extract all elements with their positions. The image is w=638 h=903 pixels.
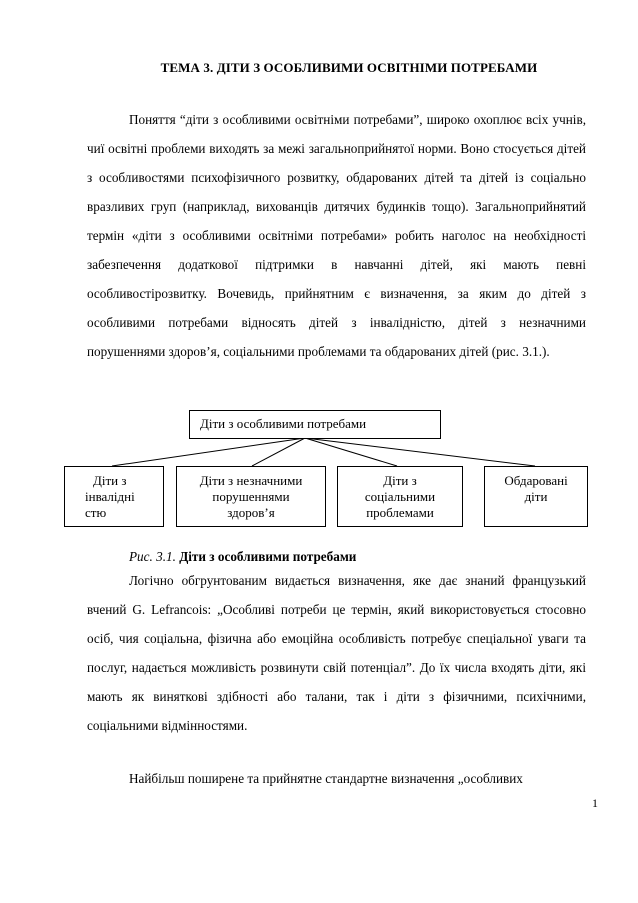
child-line: Діти з незначними (199, 473, 303, 488)
child-line: соціальними (364, 489, 436, 504)
child-line: Діти з (383, 473, 417, 488)
definition-paragraph: Логічно обгрунтованим видається визначення, яке дає знаний французький вчений G. Lefrancois: „Особливі потреби це термін, який використовується стосовно осіб, чия соціальна, фізична або емоційна особливість потребує спеціальної уваги та послуг, надається можливість розвинути свій потенціал”. До їх числа входять діти, які мають як виняткові здібності або талани, так і діти з фізичними, психічними, соціальними відмінностями. (87, 573, 586, 733)
child-line: здоров’я (227, 505, 275, 520)
caption-label: Рис. 3.1. (129, 549, 176, 564)
diagram-child-health (176, 466, 326, 527)
diagram-child-social (337, 466, 463, 527)
diagram-child-disability (64, 466, 164, 527)
connector-1 (112, 438, 305, 466)
continuation-paragraph: Найбільш поширене та прийнятне стандартне визначення „особливих (129, 771, 523, 786)
caption-title: Діти з особливими потребами (179, 549, 357, 564)
connector-3 (305, 438, 397, 466)
child-line: діти (524, 489, 548, 504)
diagram-root-box (189, 410, 441, 439)
diagram-child-gifted (484, 466, 588, 527)
child-line: інвалідні (85, 489, 135, 504)
connector-4 (305, 438, 535, 466)
child-line: стю (85, 505, 107, 520)
document-title: ТЕМА 3. ДІТИ З ОСОБЛИВИМИ ОСВІТНІМИ ПОТРЕБАМИ (160, 60, 538, 75)
child-line: Діти з (93, 473, 127, 488)
intro-paragraph: Поняття “діти з особливими освітніми потребами”, широко охоплює всіх учнів, чиї освітні проблеми виходять за межі загальноприйнятої норми. Воно стосується дітей з особливостями психофізичного розвитку, обдарованих дітей та дітей із соціально вразливих груп (наприклад, вихованців дитячих будинків тощо). Загальноприйнятий термін «діти з особливими освітніми потребами» робить наголос на необхідності забезпечення додаткової підтримки в навчанні дітей, які мають певні особливостірозвитку. Вочевидь, прийнятним є визначення, за яким до дітей з особливими потребами відносять дітей з інвалідністю, дітей з незначними порушеннями здоров’я, соціальними проблемами та обдарованих дітей (рис. 3.1.). (87, 112, 586, 359)
page-number: 1 (592, 796, 598, 810)
child-line: порушеннями (212, 489, 290, 504)
child-line: проблемами (366, 505, 434, 520)
diagram-root-label: Діти з особливими потребами (200, 416, 367, 431)
child-line: Обдаровані (504, 473, 568, 488)
